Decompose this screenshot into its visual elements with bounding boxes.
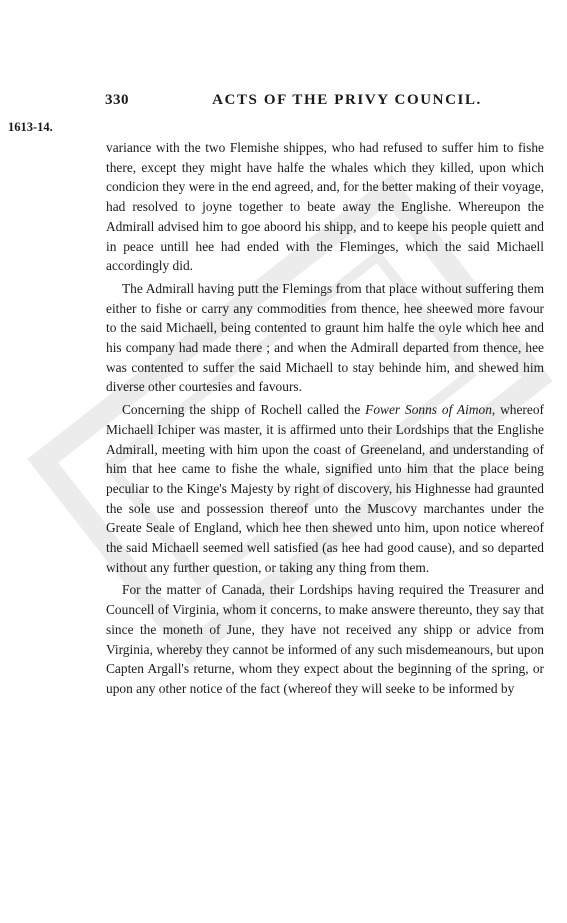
page-header	[105, 92, 545, 114]
body-text	[106, 138, 544, 699]
paragraph-2: The Admirall having putt the Flemings from that place without suffering them either to fishe or carry any commodities from thence, hee sheewed more favour to the said Michaell, being contented to graunt him halfe the oyle which hee and his company had made there ; and when the Admirall departed from thence, hee was contented to suffer the said Michaell to stay behinde him, and shewed him diverse other courtesies and favours.	[106, 280, 544, 395]
paragraph-3	[106, 400, 544, 577]
paragraph-4: For the matter of Canada, their Lordships having required the Treasurer and Councell of Virginia, whom it concerns, to make answere thereunto, they say that since the moneth of June, they have not received any shipp or advice from Virginia, whereby they cannot be informed of any such misdemeanours, but upon Capten Argall's returne, whom they expect about the beginning of the spring, or upon any other notice of the fact (whereof they will seeke to be informed by	[106, 582, 544, 696]
paragraph-1: variance with the two Flemishe shippes, who had refused to suffer him to fishe there, except they might have halfe the whales which they killed, upon which condicion they were in the end agreed, and, for the better making of their voyage, had resolved to joyne together to beate away the Englishe. Whereupon the Admirall advised him to goe aboord his shipp, and to keepe his people quiett and in peace untill hee had ended with the Fleminges, which the said Michaell accordingly did.	[106, 140, 544, 274]
page-number: 330	[105, 92, 129, 108]
paragraph-3-rest: , whereof Michaell Ichiper was master, it is affirmed unto their Lordships that the Englishe Admirall, meeting with him upon the coast of Greeneland, and understanding of him that hee came to fishe the whale, signified unto him that the place being peculiar to the Kinge's Majesty by right of discovery, his Highnesse had graunted the sole use and possession thereof unto the Muscovy marchantes under the Greate Seale of England, which hee then shewed unto him, upon notice whereof the said Michaell seemed well satisfied (as hee had good cause), and so departed without any further question, or taking any thing from them.	[106, 402, 544, 575]
paragraph-3-lead: Concerning the shipp of Rochell called the	[122, 402, 366, 418]
running-head: ACTS OF THE PRIVY COUNCIL.	[212, 92, 482, 108]
date-marginal-note: 1613-14.	[8, 120, 53, 134]
ship-name: Fower Sonns of Aimon	[365, 402, 492, 418]
